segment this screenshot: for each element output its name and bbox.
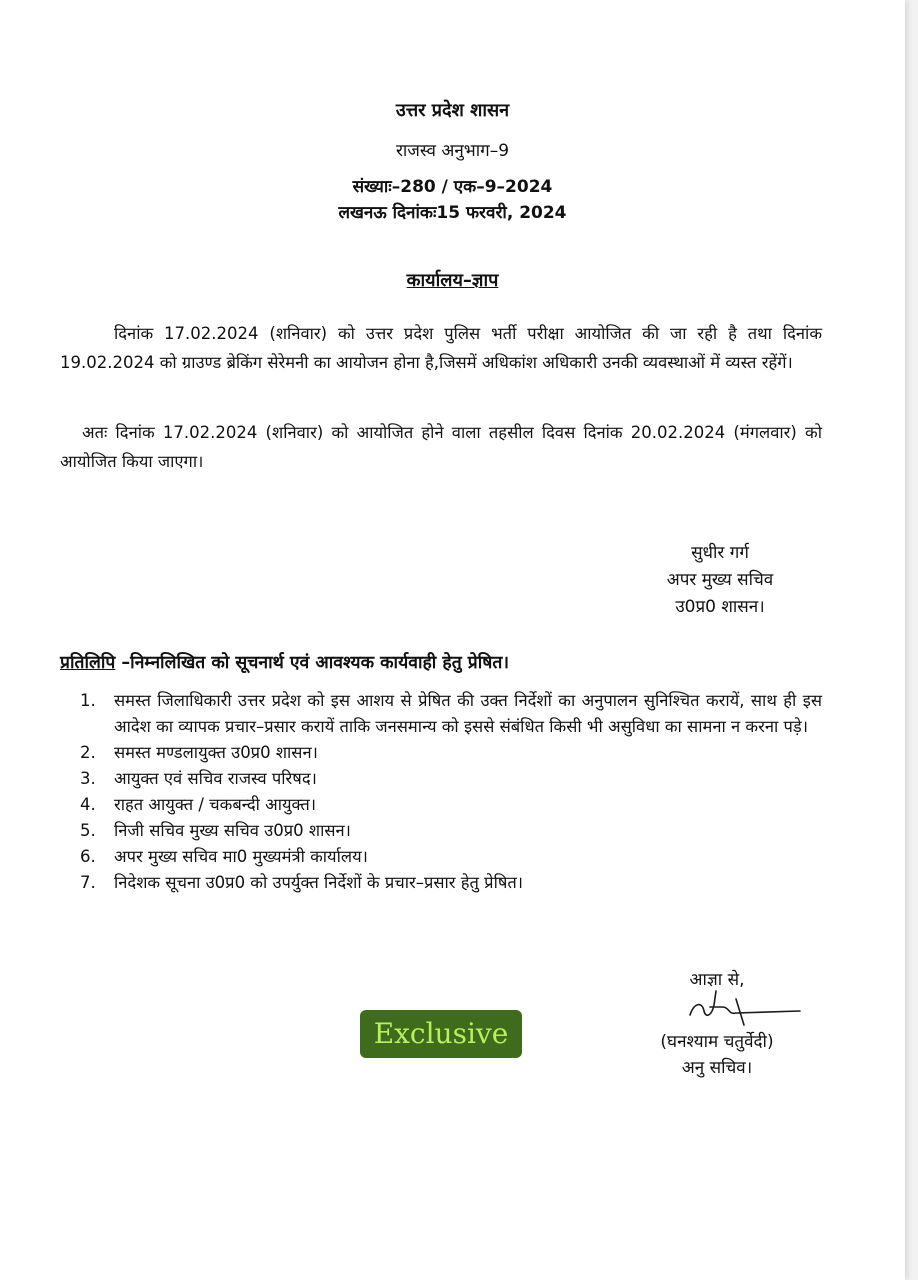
- header-place-date: लखनऊ दिनांकः15 फरवरी, 2024: [338, 203, 567, 223]
- list-item-text: अपर मुख्य सचिव मा0 मुख्यमंत्री कार्यालय।: [114, 847, 368, 866]
- list-item: [80, 818, 822, 844]
- signatory-office: उ0प्र0 शासन।: [675, 597, 765, 617]
- copy-text: –निम्नलिखित को सूचनार्थ एवं आवश्यक कार्यवाही हेतु प्रेषित।: [115, 653, 509, 673]
- header-section: राजस्व अनुभाग–9: [395, 141, 510, 161]
- by-order-text: आज्ञा से,: [689, 970, 745, 990]
- list-item-text: निदेशक सूचना उ0प्र0 को उपर्युक्त निर्देशों के प्रचार–प्रसार हेतु प्रेषित।: [114, 873, 524, 892]
- list-item-number: 4.: [80, 795, 96, 814]
- list-item-number: 5.: [80, 821, 96, 840]
- copy-label: प्रतिलिपि: [60, 653, 116, 673]
- list-item: [80, 792, 822, 818]
- paragraph-1: दिनांक 17.02.2024 (शनिवार) को उत्तर प्रदेश पुलिस भर्ती परीक्षा आयोजित की जा रही है तथा दिनांक 19.02.2024 को ग्राउण्ड ब्रेकिंग सेरेमनी का आयोजन होना है,जिसमें अधिकांश अधिकारी उनकी व्यवस्थाओं में व्यस्त रहेंगें।: [60, 324, 822, 372]
- list-item: [80, 740, 822, 766]
- list-item: [80, 870, 822, 896]
- paragraph-2: अतः दिनांक 17.02.2024 (शनिवार) को आयोजित होने वाला तहसील दिवस दिनांक 20.02.2024 (मंगलवार) को आयोजित किया जाएगा।: [60, 423, 822, 471]
- list-item-number: 6.: [80, 847, 96, 866]
- signatory-name: सुधीर गर्ग: [691, 543, 749, 563]
- order-signatory-name: (घनश्याम चतुर्वेदी): [660, 1032, 774, 1052]
- signature-icon: [680, 985, 820, 1030]
- memo-title: [0, 268, 905, 292]
- list-item-text: समस्त मण्डलायुक्त उ0प्र0 शासन।: [114, 743, 318, 762]
- exclusive-badge: Exclusive: [360, 1010, 522, 1058]
- list-item-text: राहत आयुक्त / चकबन्दी आयुक्त।: [114, 795, 317, 814]
- signatory-designation: अपर मुख्य सचिव: [666, 570, 774, 590]
- copy-heading: [60, 650, 840, 674]
- signatory-block: [600, 540, 840, 621]
- list-item-text: आयुक्त एवं सचिव राजस्व परिषद।: [114, 769, 317, 788]
- header-number: संख्याः–280 / एक–9–2024: [352, 177, 553, 197]
- memo-title-text: कार्यालय–ज्ञाप: [406, 270, 499, 291]
- list-item-number: 3.: [80, 769, 96, 788]
- list-item: [80, 766, 822, 792]
- order-signatory-designation: अनु सचिव।: [681, 1058, 753, 1078]
- list-item-number: 2.: [80, 743, 96, 762]
- list-item: [80, 844, 822, 870]
- header-government: उत्तर प्रदेश शासन: [395, 100, 510, 121]
- copy-list: [80, 688, 822, 896]
- list-item-number: 1.: [80, 691, 96, 710]
- list-item-text: समस्त जिलाधिकारी उत्तर प्रदेश को इस आशय से प्रेषित की उक्त निर्देशों का अनुपालन सुनिश्चित करायें, साथ ही इस आदेश का व्यापक प्रचार–प्रसार करायें ताकि जनसमान्य को इससे संबंधित किसी भी असुविधा का सामना न करना पड़े।: [114, 691, 822, 736]
- list-item-number: 7.: [80, 873, 96, 892]
- list-item-text: निजी सचिव मुख्य सचिव उ0प्र0 शासन।: [114, 821, 351, 840]
- list-item: [80, 688, 822, 740]
